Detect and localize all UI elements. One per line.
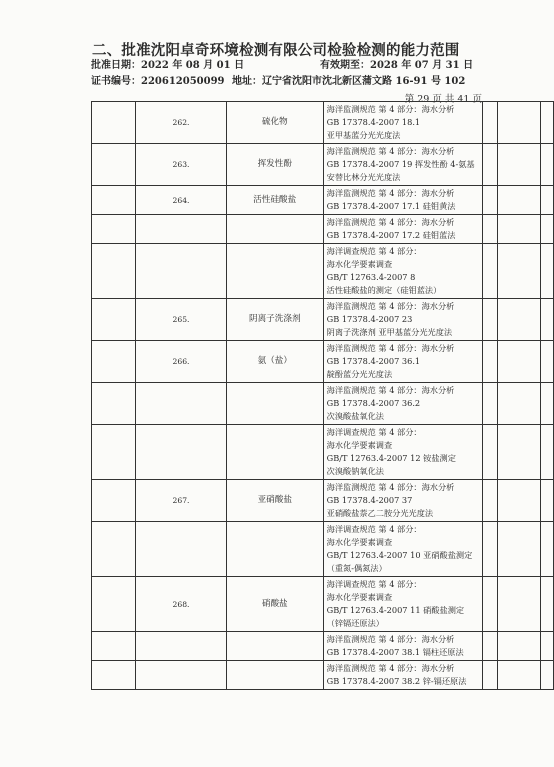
- method-line: 海洋监测规范 第 4 部分：海水分析: [326, 634, 455, 644]
- approval-date: 批准日期：2022 年 08 月 01 日: [91, 60, 245, 71]
- method-standard: [323, 522, 483, 577]
- method-standard: [323, 215, 483, 244]
- parameter-name: 挥发性酚: [226, 144, 323, 186]
- blank-cell: [483, 383, 498, 425]
- parameter-name: 阴离子洗涤剂: [226, 299, 323, 341]
- blank-cell: [498, 661, 541, 690]
- blank-cell: [92, 215, 136, 244]
- certificate-number: 证书编号：220612050099: [91, 76, 225, 87]
- blank-cell: [541, 341, 554, 383]
- blank-cell: [92, 632, 136, 661]
- page-number: 第 29 页 共 41 页: [404, 94, 482, 105]
- blank-cell: [498, 102, 541, 144]
- item-number: 268.: [136, 577, 227, 632]
- parameter-name: 活性硅酸盐: [226, 186, 323, 215]
- blank-cell: [483, 341, 498, 383]
- blank-cell: [483, 215, 498, 244]
- method-line: 海洋监测规范 第 4 部分：海水分析: [326, 104, 455, 114]
- method-line: GB/T 12763.4-2007 10 亚硝酸盐测定: [326, 550, 473, 560]
- method-standard: [323, 299, 483, 341]
- method-line: 海水化学要素调查: [326, 537, 393, 547]
- blank-cell: [498, 522, 541, 577]
- method-standard: [323, 144, 483, 186]
- method-line: GB/T 12763.4-2007 12 铵盐测定: [326, 453, 456, 463]
- blank-cell: [498, 341, 541, 383]
- blank-cell: [92, 299, 136, 341]
- blank-cell: [483, 244, 498, 299]
- method-standard: [323, 383, 483, 425]
- blank-cell: [541, 577, 554, 632]
- parameter-name: [226, 522, 323, 577]
- method-line: GB 17378.4-2007 18.1: [326, 117, 421, 127]
- item-number: [136, 425, 227, 480]
- blank-cell: [92, 244, 136, 299]
- method-line: 亚硝酸盐萘乙二胺分光光度法: [326, 508, 434, 518]
- method-line: 海洋监测规范 第 4 部分：海水分析: [326, 146, 455, 156]
- method-line: 次溴酸钠氧化法: [326, 466, 384, 476]
- blank-cell: [483, 661, 498, 690]
- item-number: [136, 632, 227, 661]
- blank-cell: [498, 383, 541, 425]
- address: 地址：辽宁省沈阳市沈北新区蒲文路 16-91 号 102: [232, 76, 466, 87]
- blank-cell: [498, 144, 541, 186]
- table-row: [92, 215, 554, 244]
- parameter-name: [226, 425, 323, 480]
- blank-cell: [498, 186, 541, 215]
- blank-cell: [92, 522, 136, 577]
- table-row: [92, 577, 554, 632]
- method-line: 海洋监测规范 第 4 部分：海水分析: [326, 301, 455, 311]
- method-line: GB 17378.4-2007 17.1 硅钼黄法: [326, 201, 456, 211]
- parameter-name: [226, 661, 323, 690]
- table-row: [92, 632, 554, 661]
- blank-cell: [498, 480, 541, 522]
- method-standard: [323, 661, 483, 690]
- blank-cell: [541, 425, 554, 480]
- method-line: GB 17378.4-2007 23: [326, 314, 413, 324]
- blank-cell: [92, 480, 136, 522]
- method-standard: [323, 480, 483, 522]
- table-row: [92, 144, 554, 186]
- table-row: [92, 480, 554, 522]
- item-number: 265.: [136, 299, 227, 341]
- method-line: 海水化学要素调查: [326, 259, 393, 269]
- parameter-name: [226, 383, 323, 425]
- blank-cell: [541, 661, 554, 690]
- method-line: GB/T 12763.4-2007 11 硝酸盐测定: [326, 605, 465, 615]
- method-line: 阴离子洗涤剂 亚甲基蓝分光光度法: [326, 327, 453, 337]
- method-line: GB 17378.4-2007 38.1 镉柱还原法: [326, 647, 464, 657]
- item-number: 266.: [136, 341, 227, 383]
- method-line: 海洋调查规范 第 4 部分：: [326, 427, 422, 437]
- page-title: 二、批准沈阳卓奇环境检测有限公司检验检测的能力范围: [92, 42, 460, 59]
- method-line: 海洋监测规范 第 4 部分：海水分析: [326, 217, 455, 227]
- item-number: [136, 522, 227, 577]
- method-line: 亚甲基蓝分光光度法: [326, 130, 401, 140]
- capability-table: [91, 101, 554, 690]
- method-line: 海洋调查规范 第 4 部分：: [326, 246, 422, 256]
- blank-cell: [92, 341, 136, 383]
- blank-cell: [92, 102, 136, 144]
- blank-cell: [498, 632, 541, 661]
- valid-until: 有效期至：2028 年 07 月 31 日: [320, 60, 474, 71]
- blank-cell: [483, 480, 498, 522]
- method-line: 海洋调查规范 第 4 部分：: [326, 524, 422, 534]
- blank-cell: [541, 144, 554, 186]
- blank-cell: [92, 144, 136, 186]
- parameter-name: 硝酸盐: [226, 577, 323, 632]
- parameter-name: 硫化物: [226, 102, 323, 144]
- method-line: 海洋监测规范 第 4 部分：海水分析: [326, 385, 455, 395]
- method-standard: [323, 244, 483, 299]
- parameter-name: 氨（盐）: [226, 341, 323, 383]
- method-line: 次溴酸盐氧化法: [326, 411, 384, 421]
- blank-cell: [483, 186, 498, 215]
- method-line: 海洋监测规范 第 4 部分：海水分析: [326, 482, 455, 492]
- method-standard: [323, 186, 483, 215]
- method-line: GB 17378.4-2007 36.2: [326, 398, 421, 408]
- blank-cell: [498, 244, 541, 299]
- method-line: （重氮-偶氮法）: [326, 563, 387, 573]
- method-line: 海水化学要素调查: [326, 440, 393, 450]
- method-line: 海洋调查规范 第 4 部分：: [326, 579, 422, 589]
- item-number: [136, 383, 227, 425]
- method-line: 海洋监测规范 第 4 部分：海水分析: [326, 188, 455, 198]
- parameter-name: [226, 215, 323, 244]
- blank-cell: [92, 661, 136, 690]
- item-number: 263.: [136, 144, 227, 186]
- method-standard: [323, 425, 483, 480]
- item-number: 262.: [136, 102, 227, 144]
- table-row: [92, 102, 554, 144]
- table-row: [92, 244, 554, 299]
- blank-cell: [541, 632, 554, 661]
- table-row: [92, 299, 554, 341]
- item-number: [136, 661, 227, 690]
- method-line: GB 17378.4-2007 37: [326, 495, 413, 505]
- table-row: [92, 341, 554, 383]
- item-number: 267.: [136, 480, 227, 522]
- blank-cell: [541, 102, 554, 144]
- method-standard: [323, 632, 483, 661]
- method-line: GB 17378.4-2007 36.1: [326, 356, 421, 366]
- method-line: GB 17378.4-2007 17.2 硅钼蓝法: [326, 230, 456, 240]
- blank-cell: [483, 522, 498, 577]
- blank-cell: [541, 215, 554, 244]
- blank-cell: [541, 522, 554, 577]
- blank-cell: [92, 383, 136, 425]
- method-standard: [323, 102, 483, 144]
- blank-cell: [541, 244, 554, 299]
- blank-cell: [483, 299, 498, 341]
- blank-cell: [541, 186, 554, 215]
- method-line: 海洋监测规范 第 4 部分：海水分析: [326, 343, 455, 353]
- parameter-name: 亚硝酸盐: [226, 480, 323, 522]
- blank-cell: [541, 480, 554, 522]
- item-number: [136, 244, 227, 299]
- blank-cell: [483, 144, 498, 186]
- table-row: [92, 383, 554, 425]
- blank-cell: [92, 577, 136, 632]
- method-line: GB 17378.4-2007 38.2 锌-镉还原法: [326, 676, 467, 686]
- parameter-name: [226, 244, 323, 299]
- blank-cell: [483, 425, 498, 480]
- blank-cell: [483, 577, 498, 632]
- method-standard: [323, 577, 483, 632]
- table-row: [92, 661, 554, 690]
- blank-cell: [541, 299, 554, 341]
- method-line: 靛酚蓝分光光度法: [326, 369, 393, 379]
- item-number: 264.: [136, 186, 227, 215]
- blank-cell: [92, 186, 136, 215]
- method-line: （锌镉还原法）: [326, 618, 384, 628]
- blank-cell: [483, 632, 498, 661]
- method-line: 安替比林分光光度法: [326, 172, 401, 182]
- blank-cell: [92, 425, 136, 480]
- table-row: [92, 186, 554, 215]
- item-number: [136, 215, 227, 244]
- blank-cell: [483, 102, 498, 144]
- blank-cell: [498, 299, 541, 341]
- blank-cell: [498, 215, 541, 244]
- table-row: [92, 425, 554, 480]
- method-line: 海水化学要素调查: [326, 592, 393, 602]
- table-row: [92, 522, 554, 577]
- method-line: GB 17378.4-2007 19 挥发性酚 4-氨基: [326, 159, 475, 169]
- blank-cell: [498, 425, 541, 480]
- method-line: GB/T 12763.4-2007 8: [326, 272, 416, 282]
- method-standard: [323, 341, 483, 383]
- blank-cell: [541, 383, 554, 425]
- method-line: 海洋监测规范 第 4 部分：海水分析: [326, 663, 455, 673]
- method-line: 活性硅酸盐的测定（硅钼蓝法）: [326, 285, 442, 295]
- blank-cell: [498, 577, 541, 632]
- parameter-name: [226, 632, 323, 661]
